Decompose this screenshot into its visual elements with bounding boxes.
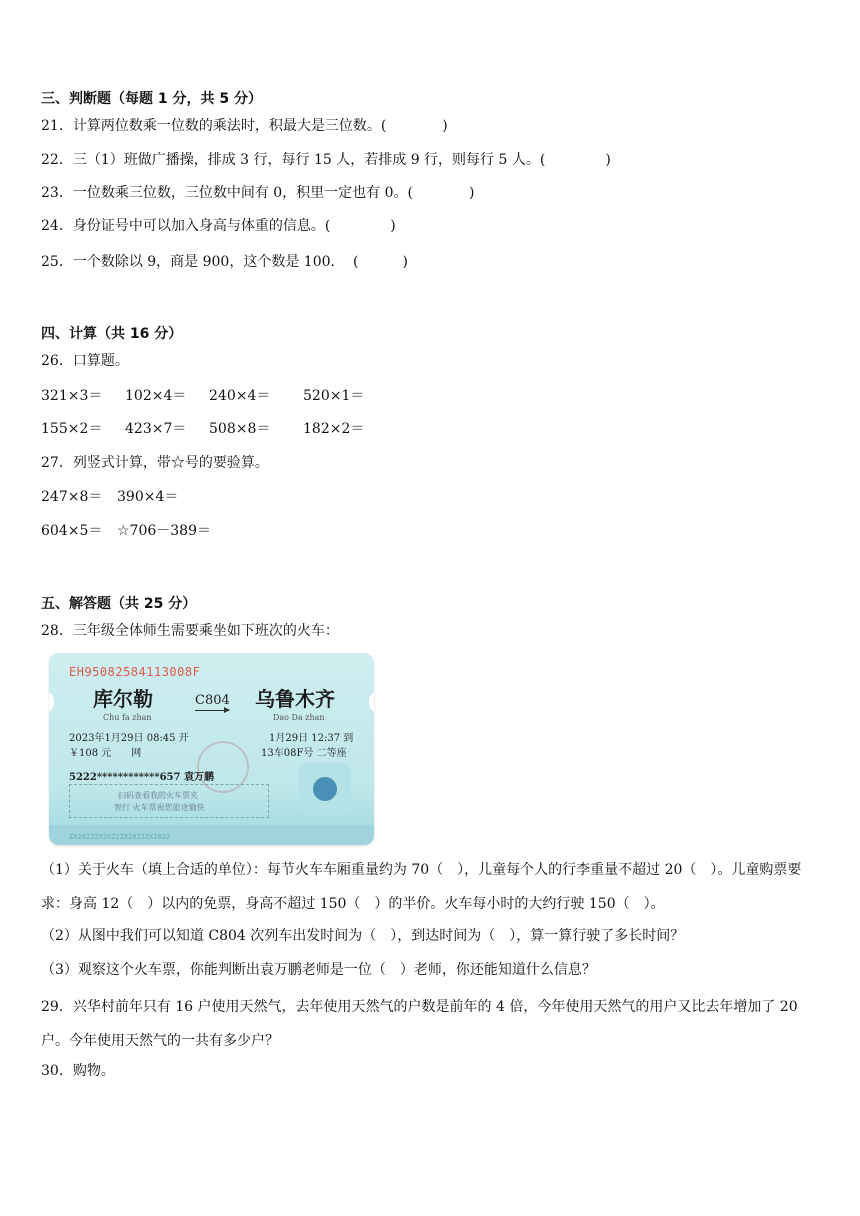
question-27: 27．列竖式计算，带☆号的要验算。	[41, 455, 269, 471]
section-4-title: 四、计算（共 16 分）	[41, 326, 183, 342]
question-23	[41, 183, 474, 203]
vertical-calc-item: ☆706－389＝	[117, 523, 211, 539]
vertical-calc-item: 604×5＝	[41, 523, 103, 539]
train-ticket-image	[49, 653, 374, 845]
question-25	[41, 252, 408, 272]
oral-calc-item: 102×4＝	[125, 388, 187, 404]
oral-calc-item: 520×1＝	[303, 388, 365, 404]
question-25-text: 25．一个数除以 9，商是 900，这个数是 100.	[41, 254, 335, 270]
question-22	[41, 150, 611, 170]
question-24-text: 24．身份证号中可以加入身高与体重的信息。(	[41, 218, 331, 234]
answer-paren-close: )	[442, 118, 448, 134]
answer-paren-open: (	[352, 254, 359, 270]
ticket-passenger: 5222************657 袁万鹏	[69, 772, 214, 783]
question-28-part-3: （3）观察这个火车票，你能判断出袁万鹏老师是一位（ ）老师，你还能知道什么信息？	[41, 962, 596, 978]
oral-calc-item: 155×2＝	[41, 421, 103, 437]
ticket-seat: 13车08F号 二等座	[261, 748, 347, 759]
qr-code-icon	[299, 763, 351, 815]
question-30: 30．购物。	[41, 1063, 115, 1079]
vertical-calc-item: 390×4＝	[117, 489, 179, 505]
question-28-part-2: （2）从图中我们可以知道 C804 次列车出发时间为（ ），到达时间为（ ），算一算行驶了多长时间？	[41, 928, 685, 944]
vertical-calc-item: 247×8＝	[41, 489, 103, 505]
ticket-arrive: 1月29日 12:37 到	[269, 733, 354, 744]
question-28-part-1: （1）关于火车（填上合适的单位）：每节火车车厢重量约为 70（ ），儿童每个人的行李重量不超过 20（ ）。儿童购票要求：身高 12（ ）以内的免票，身高不超过 150（ ）的半价。火车每小时的大约行驶 150（ ）。	[41, 862, 802, 912]
answer-paren-close: )	[469, 185, 475, 201]
ticket-price: ￥108 元 网	[69, 748, 142, 759]
ticket-to-pinyin: Dao Da zhan	[273, 713, 325, 722]
ticket-number: EH95082584113008F	[69, 665, 201, 679]
question-21-text: 21．计算两位数乘一位数的乘法时，积最大是三位数。(	[41, 118, 387, 134]
answer-paren-close: )	[390, 218, 396, 234]
question-26: 26．口算题。	[41, 353, 129, 369]
oral-calc-item: 321×3＝	[41, 388, 103, 404]
question-28: 28．三年级全体师生需要乘坐如下班次的火车：	[41, 623, 339, 639]
question-23-text: 23．一位数乘三位数，三位数中间有 0，积里一定也有 0。(	[41, 185, 413, 201]
ticket-train-number: C804	[195, 693, 230, 708]
oral-calc-item: 240×4＝	[209, 388, 271, 404]
oral-calc-item: 182×2＝	[303, 421, 365, 437]
ticket-box-line-1: 扫码查看我的火车票夹	[118, 791, 198, 800]
question-21	[41, 116, 448, 136]
question-24	[41, 216, 396, 236]
arrow-right-icon	[195, 710, 229, 711]
question-22-text: 22．三（1）班做广播操，排成 3 行，每行 15 人，若排成 9 行，则每行 5 人。(	[41, 152, 546, 168]
answer-paren-close: )	[402, 254, 408, 270]
oral-calc-item: 508×8＝	[209, 421, 271, 437]
section-3-title: 三、判断题（每题 1 分，共 5 分）	[41, 91, 262, 107]
ticket-info-box	[69, 784, 269, 818]
question-29: 29．兴华村前年只有 16 户使用天然气，去年使用天然气的户数是前年的 4 倍，今年使用天然气的用户又比去年增加了 20 户。今年使用天然气的一共有多少户？	[41, 999, 798, 1049]
ticket-from-station: 库尔勒	[93, 687, 153, 711]
oral-calc-item: 423×7＝	[125, 421, 187, 437]
section-5-title: 五、解答题（共 25 分）	[41, 596, 197, 612]
answer-paren-close: )	[605, 152, 611, 168]
ticket-box-line-2: 智行 火车票祝您旅途愉快	[114, 803, 205, 812]
ticket-depart: 2023年1月29日 08:45 开	[69, 733, 189, 744]
ticket-strip-text: ZX2022ZX2022ZX2022ZX2022	[69, 833, 171, 841]
ticket-to-station: 乌鲁木齐	[255, 687, 335, 711]
ticket-from-pinyin: Chu fa zhan	[103, 713, 152, 722]
